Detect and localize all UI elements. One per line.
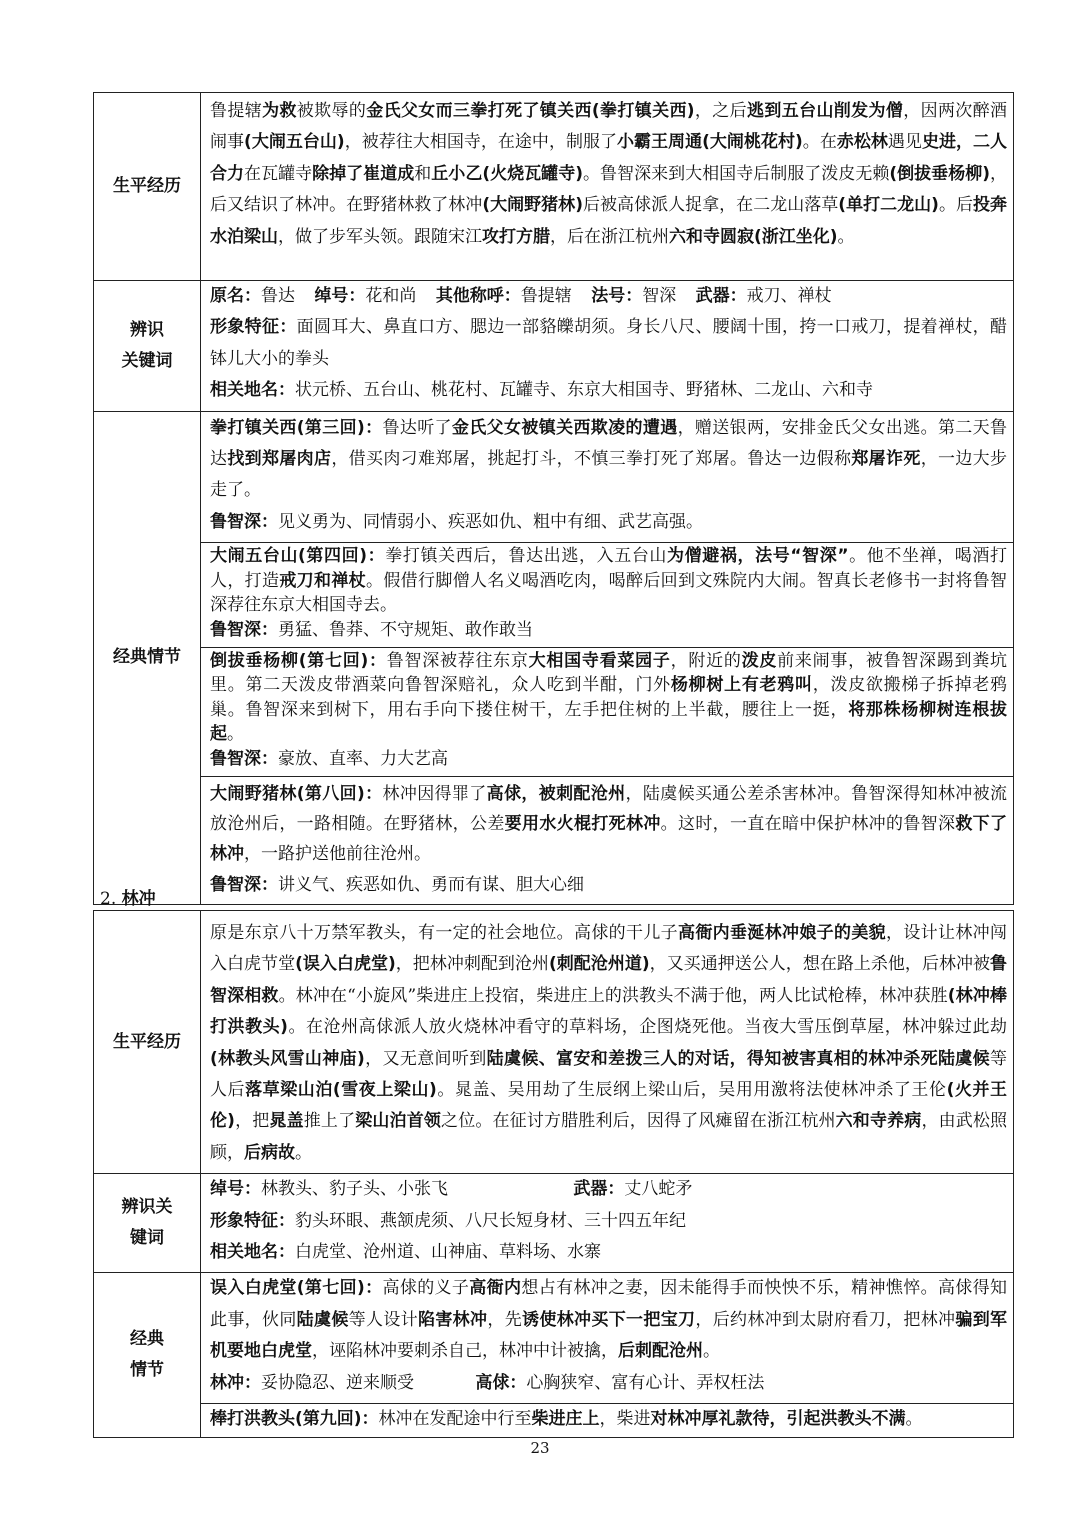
keywords-label: 辨识关 键词 xyxy=(94,1174,201,1273)
life-label: 生平经历 xyxy=(94,911,201,1174)
plots-label: 经典情节 xyxy=(94,411,201,905)
keywords-row xyxy=(94,1174,1014,1273)
plot-row-2 xyxy=(94,543,1014,647)
plot-san-quan: 拳打镇关西(第三回)：鲁达听了金氏父女被镇关西欺凌的遭遇，赠送银两，安排金氏父女出逃。第二天鲁达找到郑屠肉店，借买肉刁难郑屠，挑起打斗，不慎三拳打死了郑屠。鲁达一边假称郑屠诈死，一边大步走了。 鲁智深：见义勇为、同情弱小、疾恶如仇、粗中有细、武艺高强。 xyxy=(201,411,1014,543)
keywords-label: 辨识 关键词 xyxy=(94,281,201,412)
life-content: 鲁提辖为救被欺辱的金氏父女而三拳打死了镇关西(拳打镇关西)，之后逃到五台山削发为僧，因两次醉酒闹事(大闹五台山)，被荐往大相国寺，在途中，制服了小霸王周通(大闹桃花村)。在赤松林遇见史进，二人合力在瓦罐寺除掉了崔道成和丘小乙(火烧瓦罐寺)。鲁智深来到大相国寺后制服了泼皮无赖(倒拔垂杨柳)，后又结识了林冲。在野猪林救了林冲(大闹野猪林)后被高俅派人捉拿，在二龙山落草(单打二龙山)。后投奔水泊梁山，做了步军头领。跟随宋江攻打方腊，后在浙江杭州六和寺圆寂(浙江坐化)。 xyxy=(201,93,1014,281)
plot-row-2 xyxy=(94,1404,1014,1438)
plots-label: 经典 情节 xyxy=(94,1273,201,1438)
section-number: 2. xyxy=(100,889,117,909)
life-label: 生平经历 xyxy=(94,93,201,281)
plot-row-1 xyxy=(94,411,1014,543)
section-heading-lin-chong xyxy=(100,884,156,909)
keywords-content: 原名：鲁达 绰号：花和尚 其他称呼：鲁提辖 法号：智深 武器：戒刀、禅杖 形象特征：面圆耳大、鼻直口方、腮边一部貉皪胡须。身长八尺、腰阔十围，挎一口戒刀，提着禅杖，醋钵儿大小的拳头 相关地名：状元桥、五台山、桃花村、瓦罐寺、东京大相国寺、野猪林、二龙山、六和寺 xyxy=(201,281,1014,412)
life-row xyxy=(94,911,1014,1174)
plot-baihutang: 误入白虎堂(第七回)：高俅的义子高衙内想占有林冲之妻，因未能得手而怏怏不乐，精神憔悴。高俅得知此事，伙同陆虞候等人设计陷害林冲，先诱使林冲买下一把宝刀，后约林冲到太尉府看刀，把林冲骗到军机要地白虎堂，诬陷林冲要刺杀自己，林冲中计被擒，后刺配沧州。 林冲：妥协隐忍、逆来顺受 高俅：心胸狭窄、富有心计、弄权枉法 xyxy=(201,1273,1014,1404)
character-table-lin-chong xyxy=(93,910,1014,1438)
plot-hong-jiaotou: 棒打洪教头(第九回)：林冲在发配途中行至柴进庄上，柴进对林冲厚礼款待，引起洪教头不满。 xyxy=(201,1404,1014,1438)
keywords-row xyxy=(94,281,1014,412)
plot-yangliu: 倒拔垂杨柳(第七回)：鲁智深被荐往东京大相国寺看菜园子，附近的泼皮前来闹事，被鲁智深踢到粪坑里。第二天泼皮带酒菜向鲁智深赔礼，众人吃到半酣，门外杨柳树上有老鸦叫，泼皮欲搬梯子拆掉老鸦巢。鲁智深来到树下，用右手向下搂住树干，左手把住树的上半截，腰往上一挺，将那株杨柳树连根拔起。 鲁智深：豪放、直率、力大艺高 xyxy=(201,647,1014,776)
plot-row-4 xyxy=(94,776,1014,905)
character-table-lu-zhishen xyxy=(93,92,1014,905)
plot-wutaishan: 大闹五台山(第四回)：拳打镇关西后，鲁达出逃，入五台山为僧避祸，法号“智深”。他不坐禅，喝酒打人，打造戒刀和禅杖。假借行脚僧人名义喝酒吃肉，喝醉后回到文殊院内大闹。智真长老修书一封将鲁智深荐往东京大相国寺去。 鲁智深：勇猛、鲁莽、不守规矩、敢作敢当 xyxy=(201,543,1014,647)
life-row xyxy=(94,93,1014,281)
plot-row-3 xyxy=(94,647,1014,776)
section-title: 林冲 xyxy=(121,889,156,909)
plot-row-1 xyxy=(94,1273,1014,1404)
plot-yezhulin: 大闹野猪林(第八回)：林冲因得罪了高俅，被刺配沧州，陆虞候买通公差杀害林冲。鲁智深得知林冲被流放沧州后，一路相随。在野猪林，公差要用水火棍打死林冲。这时，一直在暗中保护林冲的鲁智深救下了林冲，一路护送他前往沧州。 鲁智深：讲义气、疾恶如仇、勇而有谋、胆大心细 xyxy=(201,776,1014,905)
page-number: 23 xyxy=(530,1439,550,1457)
life-content: 原是东京八十万禁军教头，有一定的社会地位。高俅的干儿子高衙内垂涎林冲娘子的美貌，设计让林冲闯入白虎节堂(误入白虎堂)，把林冲刺配到沧州(刺配沧州道)，又买通押送公人，想在路上杀他，后林冲被鲁智深相救。林冲在“小旋风”柴进庄上投宿，柴进庄上的洪教头不满于他，两人比试枪棒，林冲获胜(林冲棒打洪教头)。在沧州高俅派人放火烧林冲看守的草料场，企图烧死他。当夜大雪压倒草屋，林冲躲过此劫(林教头风雪山神庙)，又无意间听到陆虞候、富安和差拨三人的对话，得知被害真相的林冲杀死陆虞候等人后落草梁山泊(雪夜上梁山)。晁盖、吴用劫了生辰纲上梁山后，吴用用激将法使林冲杀了王伦(火并王伦)，把晁盖推上了梁山泊首领之位。在征讨方腊胜利后，因得了风瘫留在浙江杭州六和寺养病，由武松照顾，后病故。 xyxy=(201,911,1014,1174)
keywords-content: 绰号：林教头、豹子头、小张飞 武器：丈八蛇矛 形象特征：豹头环眼、燕颔虎须、八尺长短身材、三十四五年纪 相关地名：白虎堂、沧州道、山神庙、草料场、水寨 xyxy=(201,1174,1014,1273)
